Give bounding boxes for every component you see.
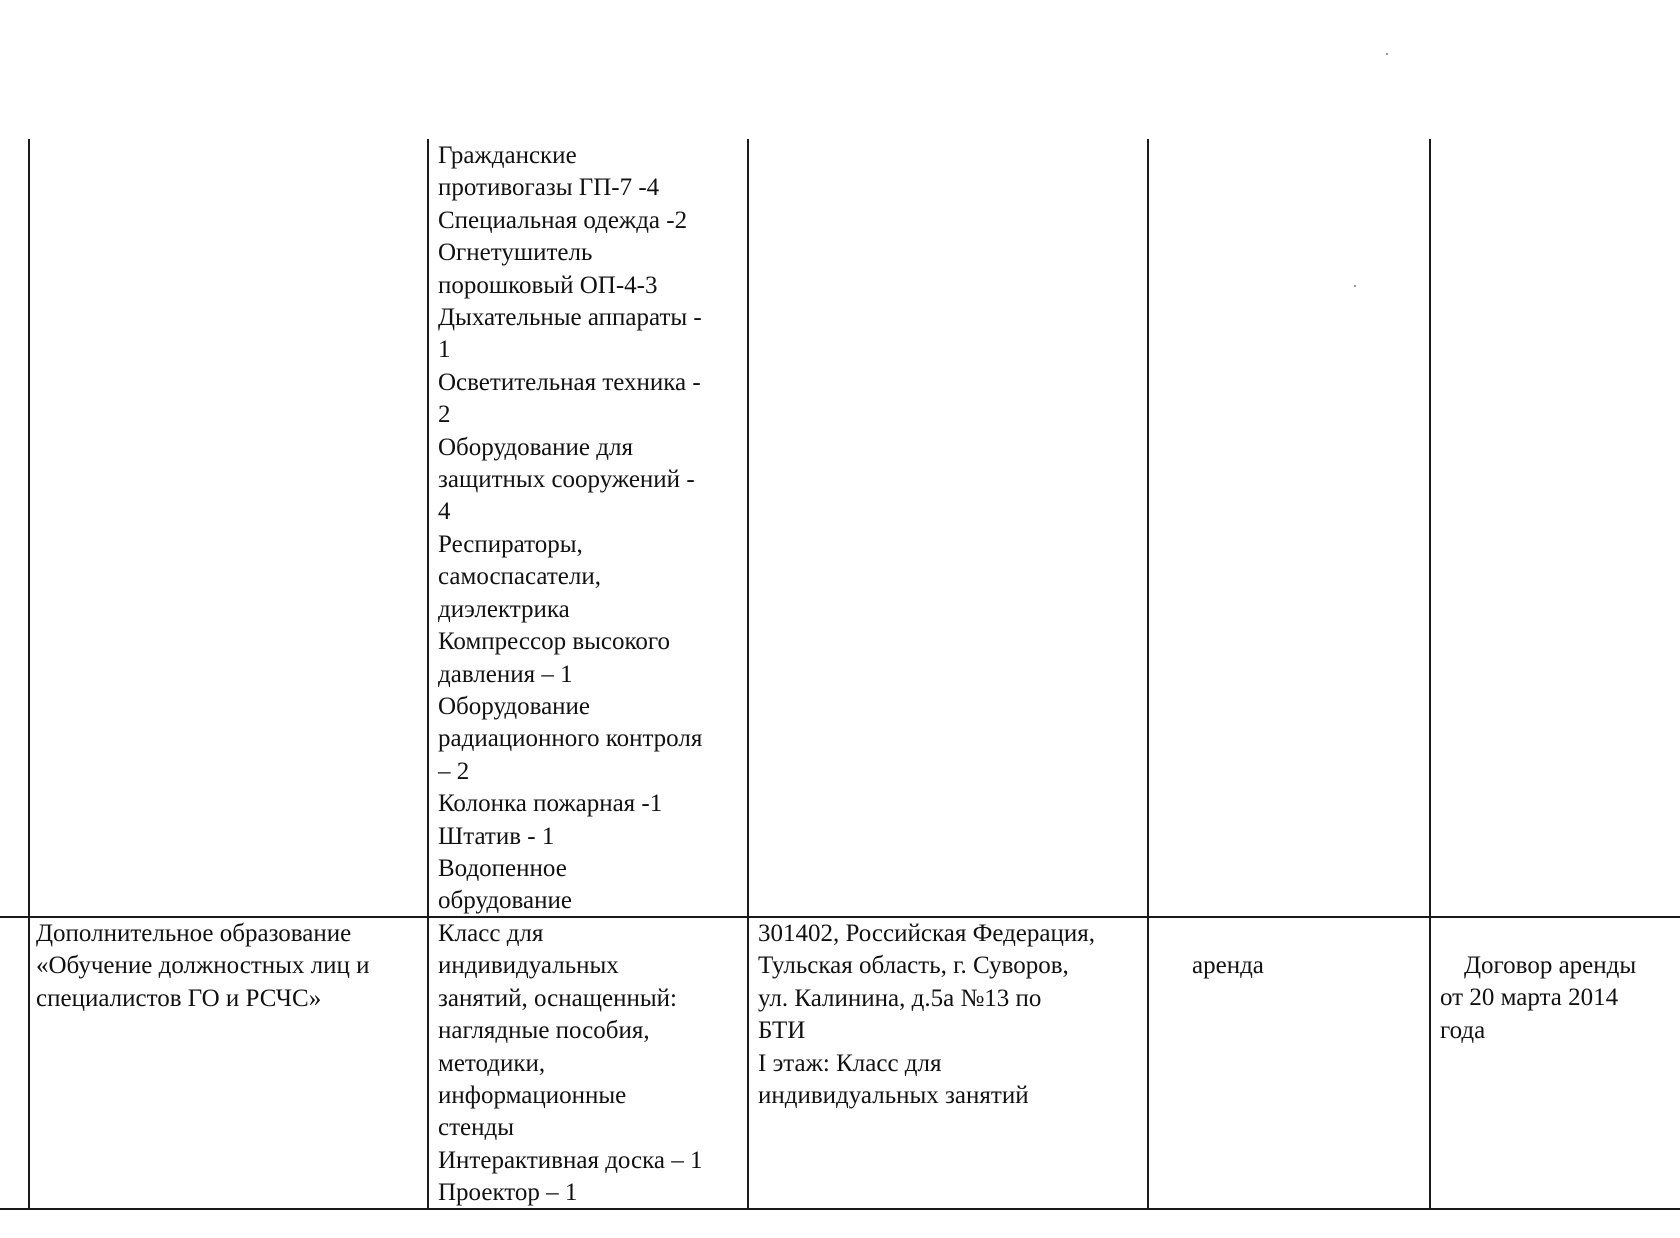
table-border-col-5: [1429, 139, 1431, 1210]
document-cell: Договор аренды от 20 марта 2014 года: [1440, 952, 1637, 1044]
table-border-col-3: [747, 139, 749, 1210]
program-name-cell: Дополнительное образование «Обучение должностных лиц и специалистов ГО и РСЧС»: [36, 920, 370, 1012]
address-cell: 301402, Российская Федерация, Тульская область, г. Суворов, ул. Калинина, д.5а №13 по БТИ I этаж: Класс для индивидуальных занятий: [758, 920, 1095, 1110]
table-bottom-border: [0, 1208, 1680, 1210]
equipment-cell: Класс для индивидуальных занятий, оснащенный: наглядные пособия, методики, информационные стенды Интерактивная доска – 1 Проектор – 1: [438, 920, 703, 1207]
ownership-cell: аренда: [1192, 952, 1264, 979]
scan-speck: [1386, 53, 1388, 55]
table-border-col-2: [427, 139, 429, 1210]
continued-row-equipment-cell: Гражданские противогазы ГП-7 -4 Специальная одежда -2 Огнетушитель порошковый ОП-4-3 Дыхательные аппараты - 1 Осветительная техника - 2 Оборудование для защитных сооружений - 4 Респираторы, самоспасатели, диэлектрика Компрессор высокого давления – 1 Оборудование радиационного контроля – 2 Колонка пожарная -1 Штатив - 1 Водопенное обрудование: [438, 142, 703, 915]
table-border-col-1: [28, 139, 30, 1210]
table-border-col-4: [1147, 139, 1149, 1210]
scan-speck: [1354, 285, 1356, 287]
